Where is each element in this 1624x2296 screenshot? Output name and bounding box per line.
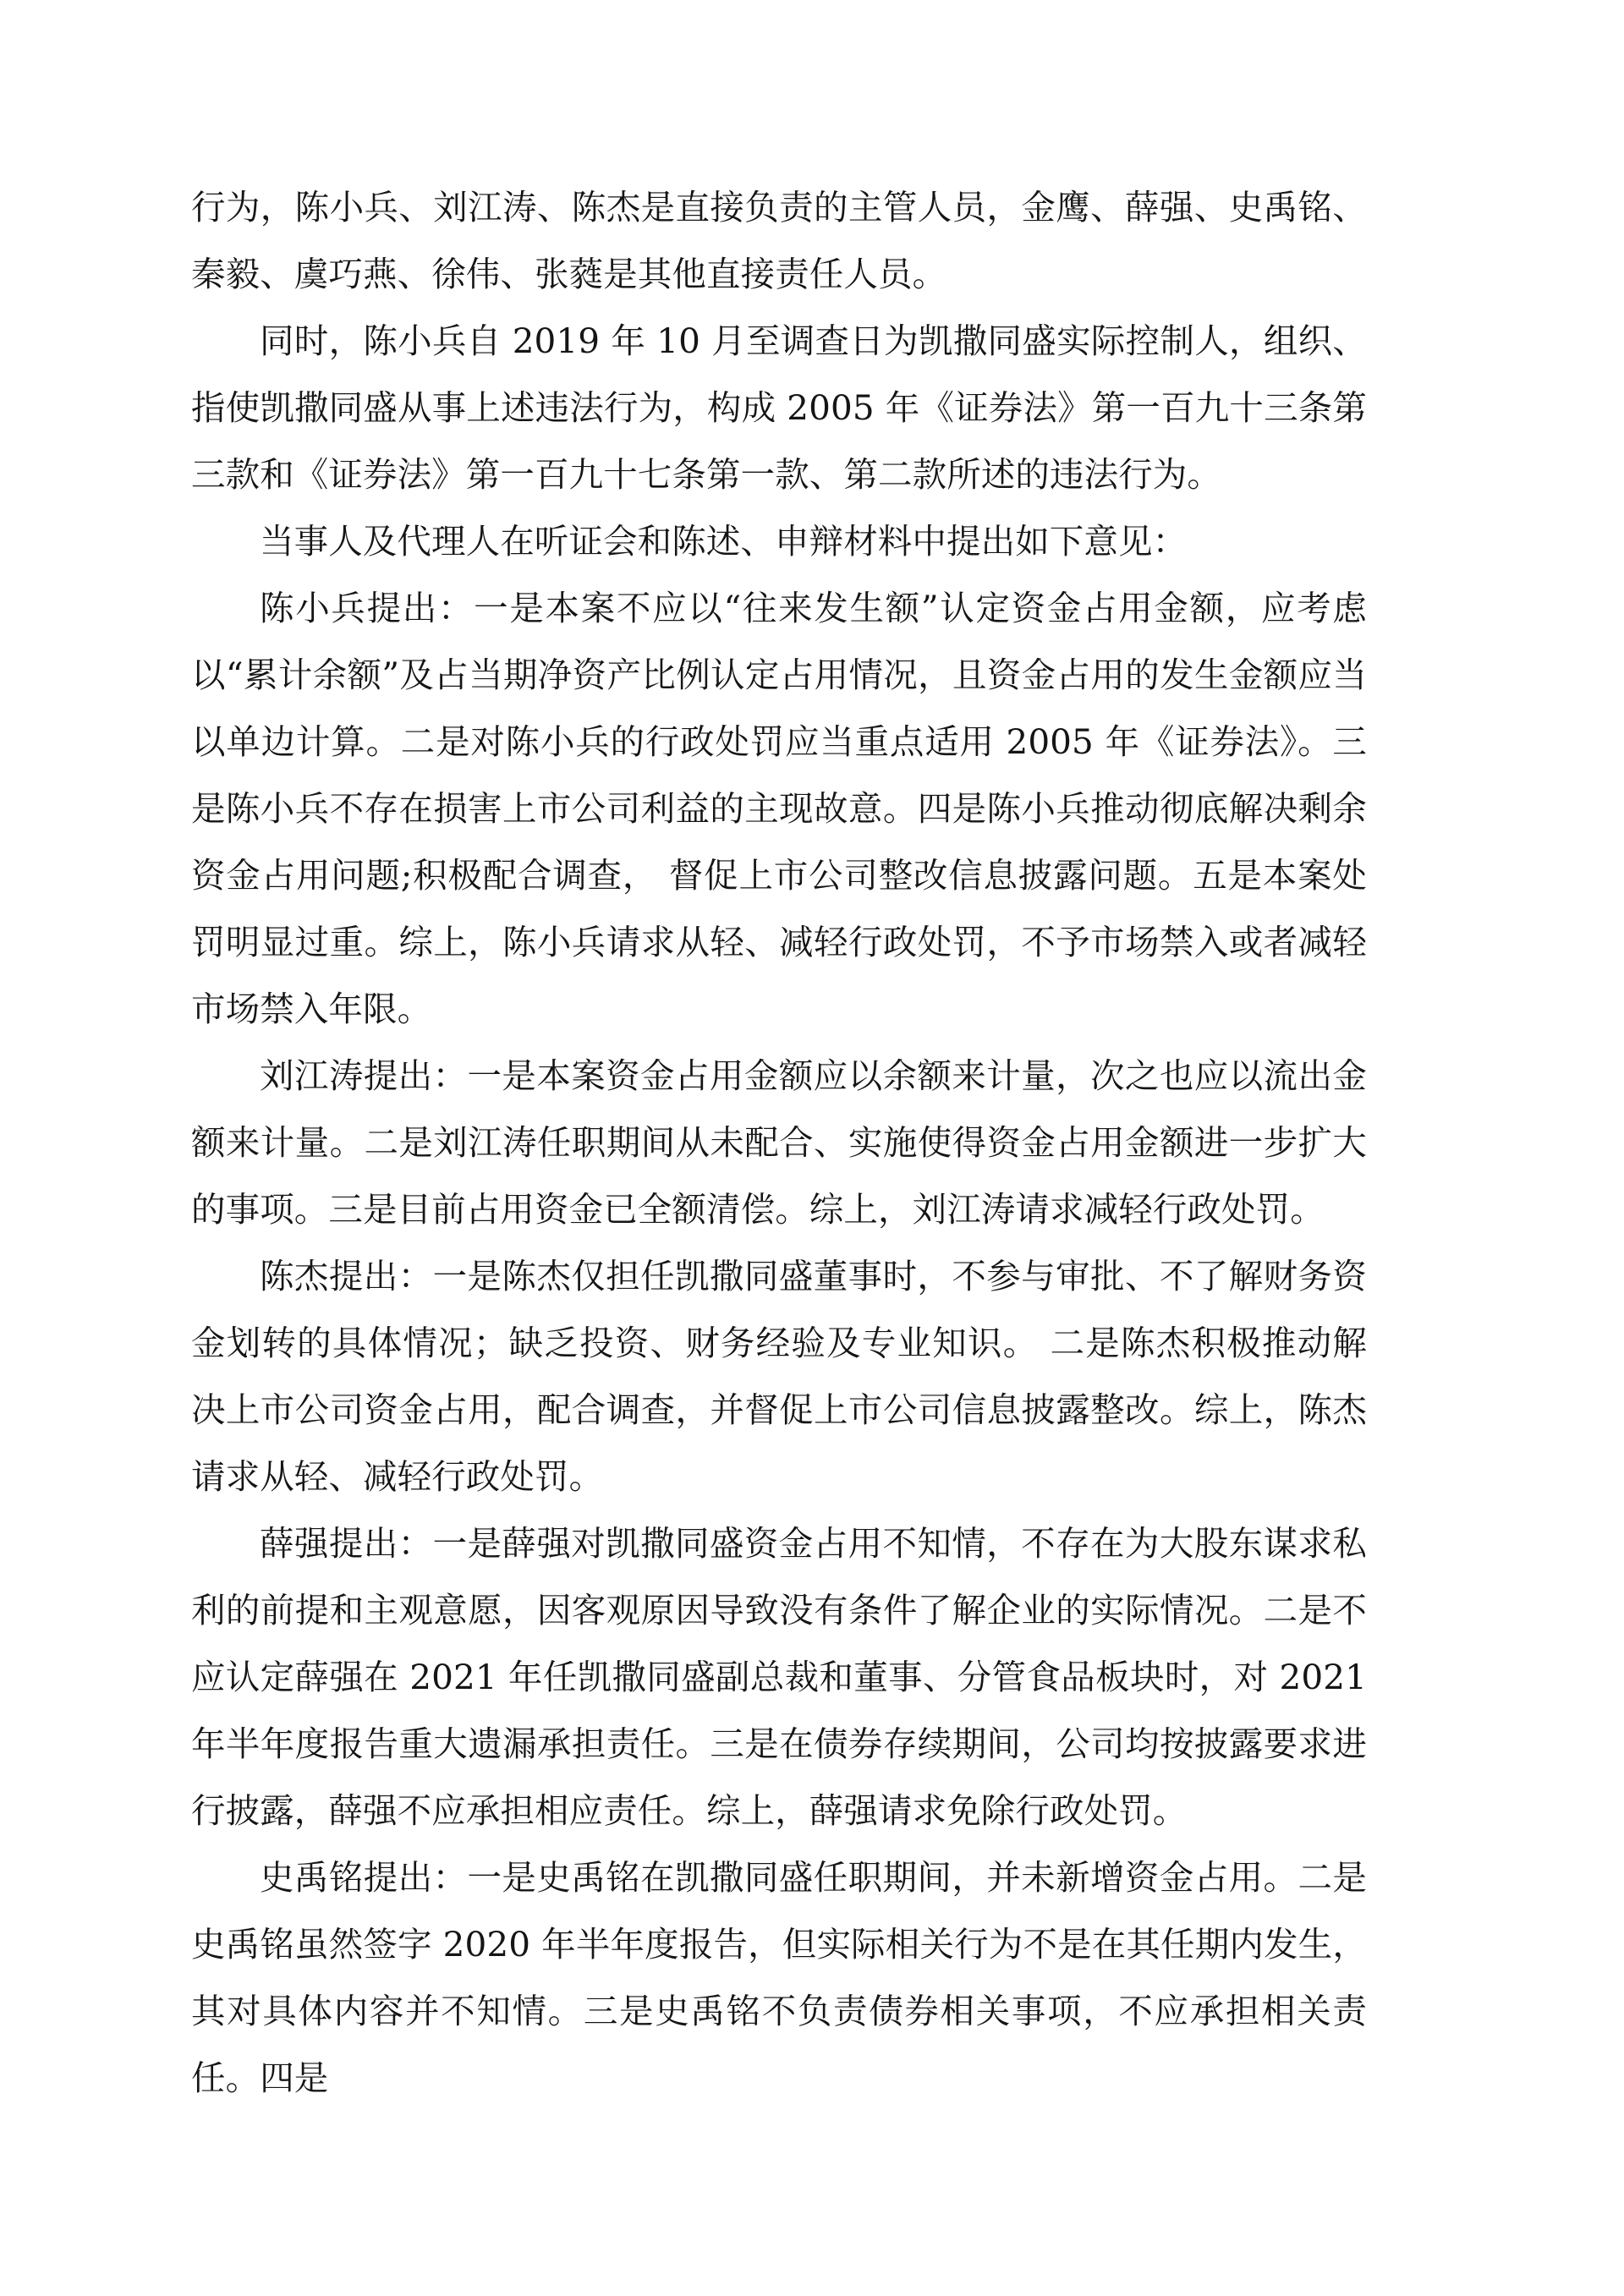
paragraph-chenjie-opinion: 陈杰提出：一是陈杰仅担任凯撒同盛董事时，不参与审批、不了解财务资金划转的具体情况；缺乏投资、财务经验及专业知识。 二是陈杰积极推动解决上市公司资金占用，配合调查，并督促上市公司信息披露整改。综上，陈杰请求从轻、减轻行政处罚。 [191,1256,1367,1497]
paragraph-responsible-persons: 行为，陈小兵、刘江涛、陈杰是直接负责的主管人员，金鹰、薛强、史禹铭、秦毅、虞巧燕、徐伟、张蕤是其他直接责任人员。 [191,187,1367,294]
paragraph-chenxiaobing-opinion: 陈小兵提出：一是本案不应以“往来发生额”认定资金占用金额，应考虑以“累计余额”及占当期净资产比例认定占用情况，且资金占用的发生金额应当以单边计算。二是对陈小兵的行政处罚应当重点适用 2005 年《证券法》。三是陈小兵不存在损害上市公司利益的主现故意。四是陈小兵推动彻底解决剩余资金占用问题;积极配合调查， 督促上市公司整改信息披露问题。五是本案处罚明显过重。综上，陈小兵请求从轻、减轻行政处罚，不予市场禁入或者减轻市场禁入年限。 [191,588,1367,1029]
paragraph-shiyuming-opinion: 史禹铭提出：一是史禹铭在凯撒同盛任职期间，并未新增资金占用。二是史禹铭虽然签字 2020 年半年度报告，但实际相关行为不是在其任期内发生，其对具体内容并不知情。三是史禹铭不负责债券相关事项，不应承担相关责任。四是 [191,1857,1367,2098]
document-text-column [191,174,1378,2112]
paragraph-parties-opinions-intro: 当事人及代理人在听证会和陈述、申辩材料中提出如下意见： [260,521,1188,562]
paragraph-xueqiang-opinion: 薛强提出：一是薛强对凯撒同盛资金占用不知情，不存在为大股东谋求私利的前提和主观意愿，因客观原因导致没有条件了解企业的实际情况。二是不应认定薛强在 2021 年任凯撒同盛副总裁和董事、分管食品板块时，对 2021 年半年度报告重大遗漏承担责任。三是在债券存续期间，公司均按披露要求进行披露，薛强不应承担相应责任。综上，薛强请求免除行政处罚。 [191,1523,1378,1831]
paragraph-liujiangtao-opinion: 刘江涛提出：一是本案资金占用金额应以余额来计量，次之也应以流出金额来计量。二是刘江涛任职期间从未配合、实施使得资金占用金额进一步扩大的事项。三是目前占用资金已全额清偿。综上，刘江涛请求减轻行政处罚。 [191,1055,1367,1230]
paragraph-actual-controller: 同时，陈小兵自 2019 年 10 月至调查日为凯撒同盛实际控制人，组织、指使凯撒同盛从事上述违法行为，构成 2005 年《证券法》第一百九十三条第三款和《证券法》第一百九十七条第一款、第二款所述的违法行为。 [191,321,1367,495]
